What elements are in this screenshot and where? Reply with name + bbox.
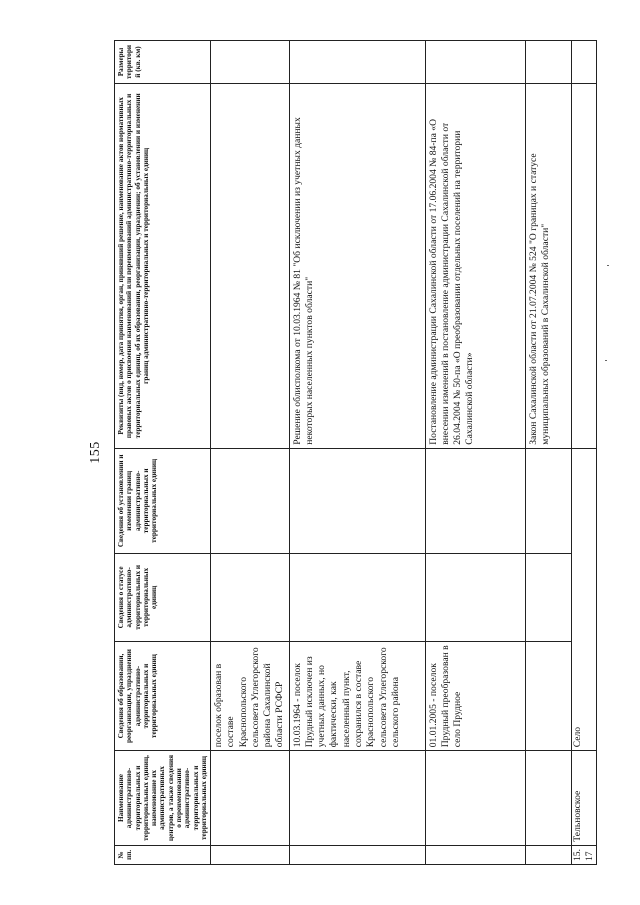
cell-num <box>525 845 571 864</box>
cell-area <box>211 41 290 84</box>
scan-speck <box>605 360 607 361</box>
cell-formation: 10.03.1964 - поселок Прудный исключен из учетных данных, но фактически, как населенный пункт, сохранился в составе Краснопольского сельсовета Углегорского сельского района <box>289 641 425 750</box>
header-requisites: Реквизиты (вид, номер, дата принятия, орган, принявший решение, наименование актов нормативных правовых актов о присвоении наименований или переименований административно-территориальных и территориальных единиц, об их образовании, реорганизации, упразднении; об установлении и изменении границ административно-территориальных и территориальных единиц <box>115 83 211 448</box>
cell-status <box>525 553 571 641</box>
table-header-row <box>115 41 211 865</box>
cell-status <box>211 553 290 641</box>
page-number: 155 <box>88 441 103 464</box>
cell-num: 15.17 <box>571 845 597 864</box>
cell-area <box>525 41 571 84</box>
cell-num <box>211 845 290 864</box>
cell-status-settlement: Село <box>571 448 597 751</box>
cell-status <box>289 553 425 641</box>
cell-formation: поселок образован в составе Краснопольского сельсовета Углегорского района Сахалинской области РСФСР <box>211 641 290 750</box>
cell-requisites <box>211 83 290 448</box>
cell-formation: 01.01.2005 - поселок Прудный преобразован в село Прудное <box>425 641 525 750</box>
table-row <box>571 41 597 865</box>
header-name: Наименование административно-территориальных и территориальных единиц, наименование их административных центров, а также сведения о переименовании административно-территориальных и территориальных единиц <box>115 751 211 845</box>
header-num: № пп. <box>115 845 211 864</box>
table-row <box>211 41 290 865</box>
cell-boundaries <box>211 448 290 553</box>
cell-requisites: Постановление администрации Сахалинской области от 17.06.2004 № 84-па «О внесении изменений в постановление администрации Сахалинской области от 26.04.2004 № 50-па «О преобразовании отдельных поселений на территории Сахалинской области» <box>425 83 525 448</box>
cell-requisites: Решение облисполкома от 10.03.1964 № 81 "Об исключении из учетных данных некоторых населенных пунктов области" <box>289 83 425 448</box>
scan-speck <box>607 265 609 266</box>
cell-formation <box>525 641 571 750</box>
header-status: Сведения о статусе административно-территориальных и территориальных единиц <box>115 553 211 641</box>
cell-boundaries <box>289 448 425 553</box>
cell-num <box>425 845 525 864</box>
header-formation: Сведения об образовании, реорганизации, упразднении административно-территориальных и территориальных единиц <box>115 641 211 750</box>
cell-area <box>571 41 597 84</box>
cell-boundaries <box>525 448 571 553</box>
cell-requisites: Закон Сахалинской области от 21.07.2004 № 524 "О границах и статусе муниципальных образований в Сахалинской области" <box>525 83 571 448</box>
cell-name <box>525 751 571 845</box>
registry-table <box>114 40 597 865</box>
cell-area <box>289 41 425 84</box>
cell-boundaries <box>425 448 525 553</box>
header-area: Размеры территорий (кв. км) <box>115 41 211 84</box>
cell-num <box>289 845 425 864</box>
cell-area <box>425 41 525 84</box>
table-row <box>425 41 525 865</box>
header-boundaries: Сведения об установлении и изменении границ административно-территориальных и территориальных единиц <box>115 448 211 553</box>
table-row <box>289 41 425 865</box>
cell-name <box>289 751 425 845</box>
cell-name: Тельновское <box>571 751 597 845</box>
table-row <box>525 41 571 865</box>
rotated-page <box>80 40 595 865</box>
cell-status <box>425 553 525 641</box>
cell-name <box>211 751 290 845</box>
cell-name <box>425 751 525 845</box>
cell-requisites <box>571 83 597 448</box>
